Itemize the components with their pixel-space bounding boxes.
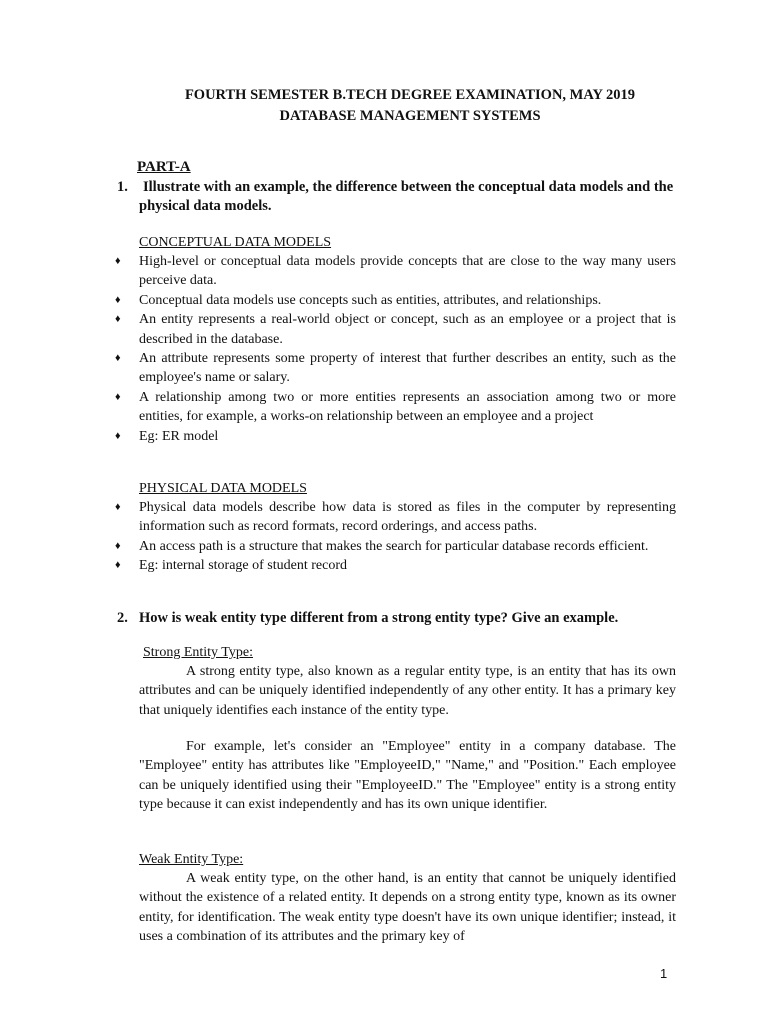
strong-entity-heading: Strong Entity Type:: [143, 645, 253, 660]
conceptual-heading: CONCEPTUAL DATA MODELS: [139, 235, 332, 250]
question-2-text: How is weak entity type different from a strong entity type? Give an example.: [139, 610, 619, 626]
list-item: ♦ An attribute represents some property of interest that further describes an entity, such as the employee's name or salary.: [115, 351, 676, 386]
diamond-bullet-icon: ♦: [115, 539, 121, 552]
diamond-bullet-icon: ♦: [115, 429, 121, 442]
exam-title: FOURTH SEMESTER B.TECH DEGREE EXAMINATION, MAY 2019: [184, 87, 636, 103]
diamond-bullet-icon: ♦: [115, 313, 121, 326]
weak-entity-paragraph-1: A weak entity type, on the other hand, is an entity that cannot be uniquely identified without the existence of a related entity. It depends on a strong entity type, known as its owner entity, for identification. The weak entity type doesn't have its own unique identifier; instead, it uses a combination of its attributes and the primary key of: [139, 871, 676, 945]
conceptual-list: [115, 252, 676, 446]
part-label: PART-A: [137, 159, 191, 175]
physical-heading: PHYSICAL DATA MODELS: [139, 481, 307, 496]
diamond-bullet-icon: ♦: [115, 501, 121, 513]
list-item: ♦ Eg: internal storage of student record: [139, 556, 676, 575]
diamond-bullet-icon: ♦: [115, 255, 121, 267]
weak-entity-heading: Weak Entity Type:: [139, 852, 244, 867]
strong-entity-paragraph-2: For example, let's consider an "Employee" entity in a company database. The "Employee" entity has attributes like "EmployeeID," "Name," and "Position." Each employee can be uniquely identified using their "EmployeeID." The "Employee" entity is a strong entity type because it can exist independently and has its own unique identifier.: [139, 739, 676, 813]
diamond-bullet-icon: ♦: [115, 559, 121, 572]
list-item: ♦ Physical data models describe how data is stored as files in the computer by representing information such as record formats, record orderings, and access paths.: [115, 500, 676, 535]
list-item: ♦ Eg: ER model: [139, 427, 676, 446]
list-item: ♦ A relationship among two or more entities represents an association among two or more entities, for example, a works-on relationship between an employee and a project: [115, 389, 676, 425]
list-item: ♦ An access path is a structure that makes the search for particular database records efficient.: [139, 537, 676, 556]
question-1-text: Illustrate with an example, the difference between the conceptual data models and the physical data models.: [139, 179, 674, 215]
question-2-number: 2.: [117, 610, 128, 626]
diamond-bullet-icon: ♦: [115, 352, 121, 365]
strong-entity-paragraph-1: A strong entity type, also known as a regular entity type, is an entity that has its own attributes and can be uniquely identified independently of any other entity. It has a primary key that uniquely identifies each instance of the entity type.: [139, 664, 676, 718]
question-1-number: 1.: [117, 179, 128, 195]
list-item: ♦ Conceptual data models use concepts such as entities, attributes, and relationships.: [139, 291, 676, 310]
page-number: 1: [660, 966, 668, 981]
list-item: ♦ An entity represents a real-world object or concept, such as an employee or a project that is described in the database.: [115, 312, 676, 347]
subject-title: DATABASE MANAGEMENT SYSTEMS: [279, 108, 541, 124]
list-item: ♦ High-level or conceptual data models provide concepts that are close to the way many users perceive data.: [115, 254, 676, 289]
physical-list: [115, 498, 676, 576]
diamond-bullet-icon: ♦: [115, 293, 121, 306]
diamond-bullet-icon: ♦: [115, 390, 121, 403]
